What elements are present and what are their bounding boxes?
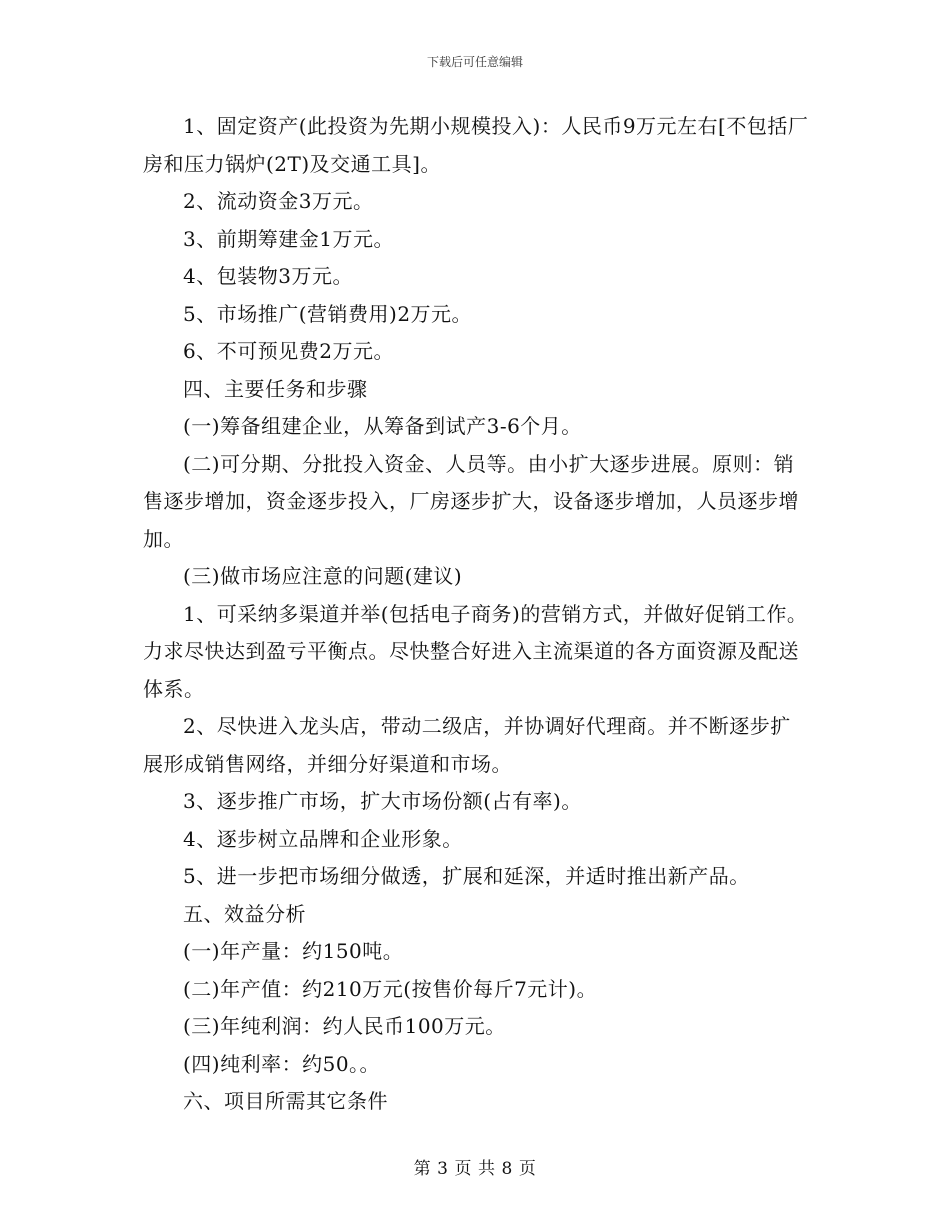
footer-suffix: 页 bbox=[518, 1159, 537, 1179]
paragraph-fixed-assets: 1、固定资产(此投资为先期小规模投入)：人民币9万元左右[不包括厂房和压力锅炉(2T)及交通工具]。 bbox=[143, 114, 809, 176]
document-body bbox=[143, 108, 811, 1121]
paragraph-working-capital: 2、流动资金3万元。 bbox=[183, 189, 374, 213]
paragraph-preparation-fund: 3、前期筹建金1万元。 bbox=[183, 226, 394, 251]
paragraph-annual-output: (一)年产量：约150吨。 bbox=[183, 939, 404, 963]
paragraph-packaging: 4、包装物3万元。 bbox=[183, 264, 353, 288]
paragraph-suggestion-4: 4、逐步树立品牌和企业形象。 bbox=[183, 826, 463, 851]
paragraph-suggestion-1: 1、可采纳多渠道并举(包括电子商务)的营销方式，并做好促销工作。力求尽快达到盈亏平衡点。尽快整合好进入主流渠道的各方面资源及配送体系。 bbox=[143, 601, 808, 701]
footer-prefix: 第 bbox=[413, 1159, 432, 1179]
paragraph-contingency: 6、不可预见费2万元。 bbox=[183, 339, 394, 363]
paragraph-annual-profit: (三)年纯利润：约人民币100万元。 bbox=[183, 1014, 506, 1038]
paragraph-task-1: (一)筹备组建企业，从筹备到试产3-6个月。 bbox=[183, 414, 582, 438]
paragraph-suggestion-3: 3、逐步推广市场，扩大市场份额(占有率)。 bbox=[183, 789, 582, 813]
footer-current-page: 3 bbox=[437, 1159, 449, 1179]
paragraph-profit-rate: (四)纯利率：约50。。 bbox=[183, 1051, 381, 1076]
section-heading-benefit: 五、效益分析 bbox=[183, 901, 306, 926]
paragraph-task-3: (三)做市场应注意的问题(建议) bbox=[183, 564, 463, 588]
paragraph-suggestion-5: 5、进一步把市场细分做透，扩展和延深，并适时推出新产品。 bbox=[183, 864, 750, 888]
section-heading-conditions: 六、项目所需其它条件 bbox=[183, 1089, 388, 1113]
section-heading-tasks: 四、主要任务和步骤 bbox=[183, 376, 368, 401]
paragraph-task-2: (二)可分期、分批投入资金、人员等。由小扩大逐步进展。原则：销售逐步增加，资金逐步投入，厂房逐步扩大，设备逐步增加，人员逐步增加。 bbox=[143, 451, 799, 551]
page-footer bbox=[0, 1154, 950, 1179]
footer-total-word: 共 bbox=[478, 1159, 496, 1179]
page-header: 下载后可任意编辑 bbox=[426, 55, 523, 69]
paragraph-marketing: 5、市场推广(营销费用)2万元。 bbox=[183, 301, 473, 326]
paragraph-suggestion-2: 2、尽快进入龙头店，带动二级店，并协调好代理商。并不断逐步扩展形成销售网络，并细分好渠道和市场。 bbox=[143, 714, 791, 776]
paragraph-annual-value: (二)年产值：约210万元(按售价每斤7元计)。 bbox=[183, 976, 598, 1001]
footer-total-pages: 8 bbox=[501, 1159, 513, 1179]
footer-page-word: 页 bbox=[454, 1159, 472, 1179]
